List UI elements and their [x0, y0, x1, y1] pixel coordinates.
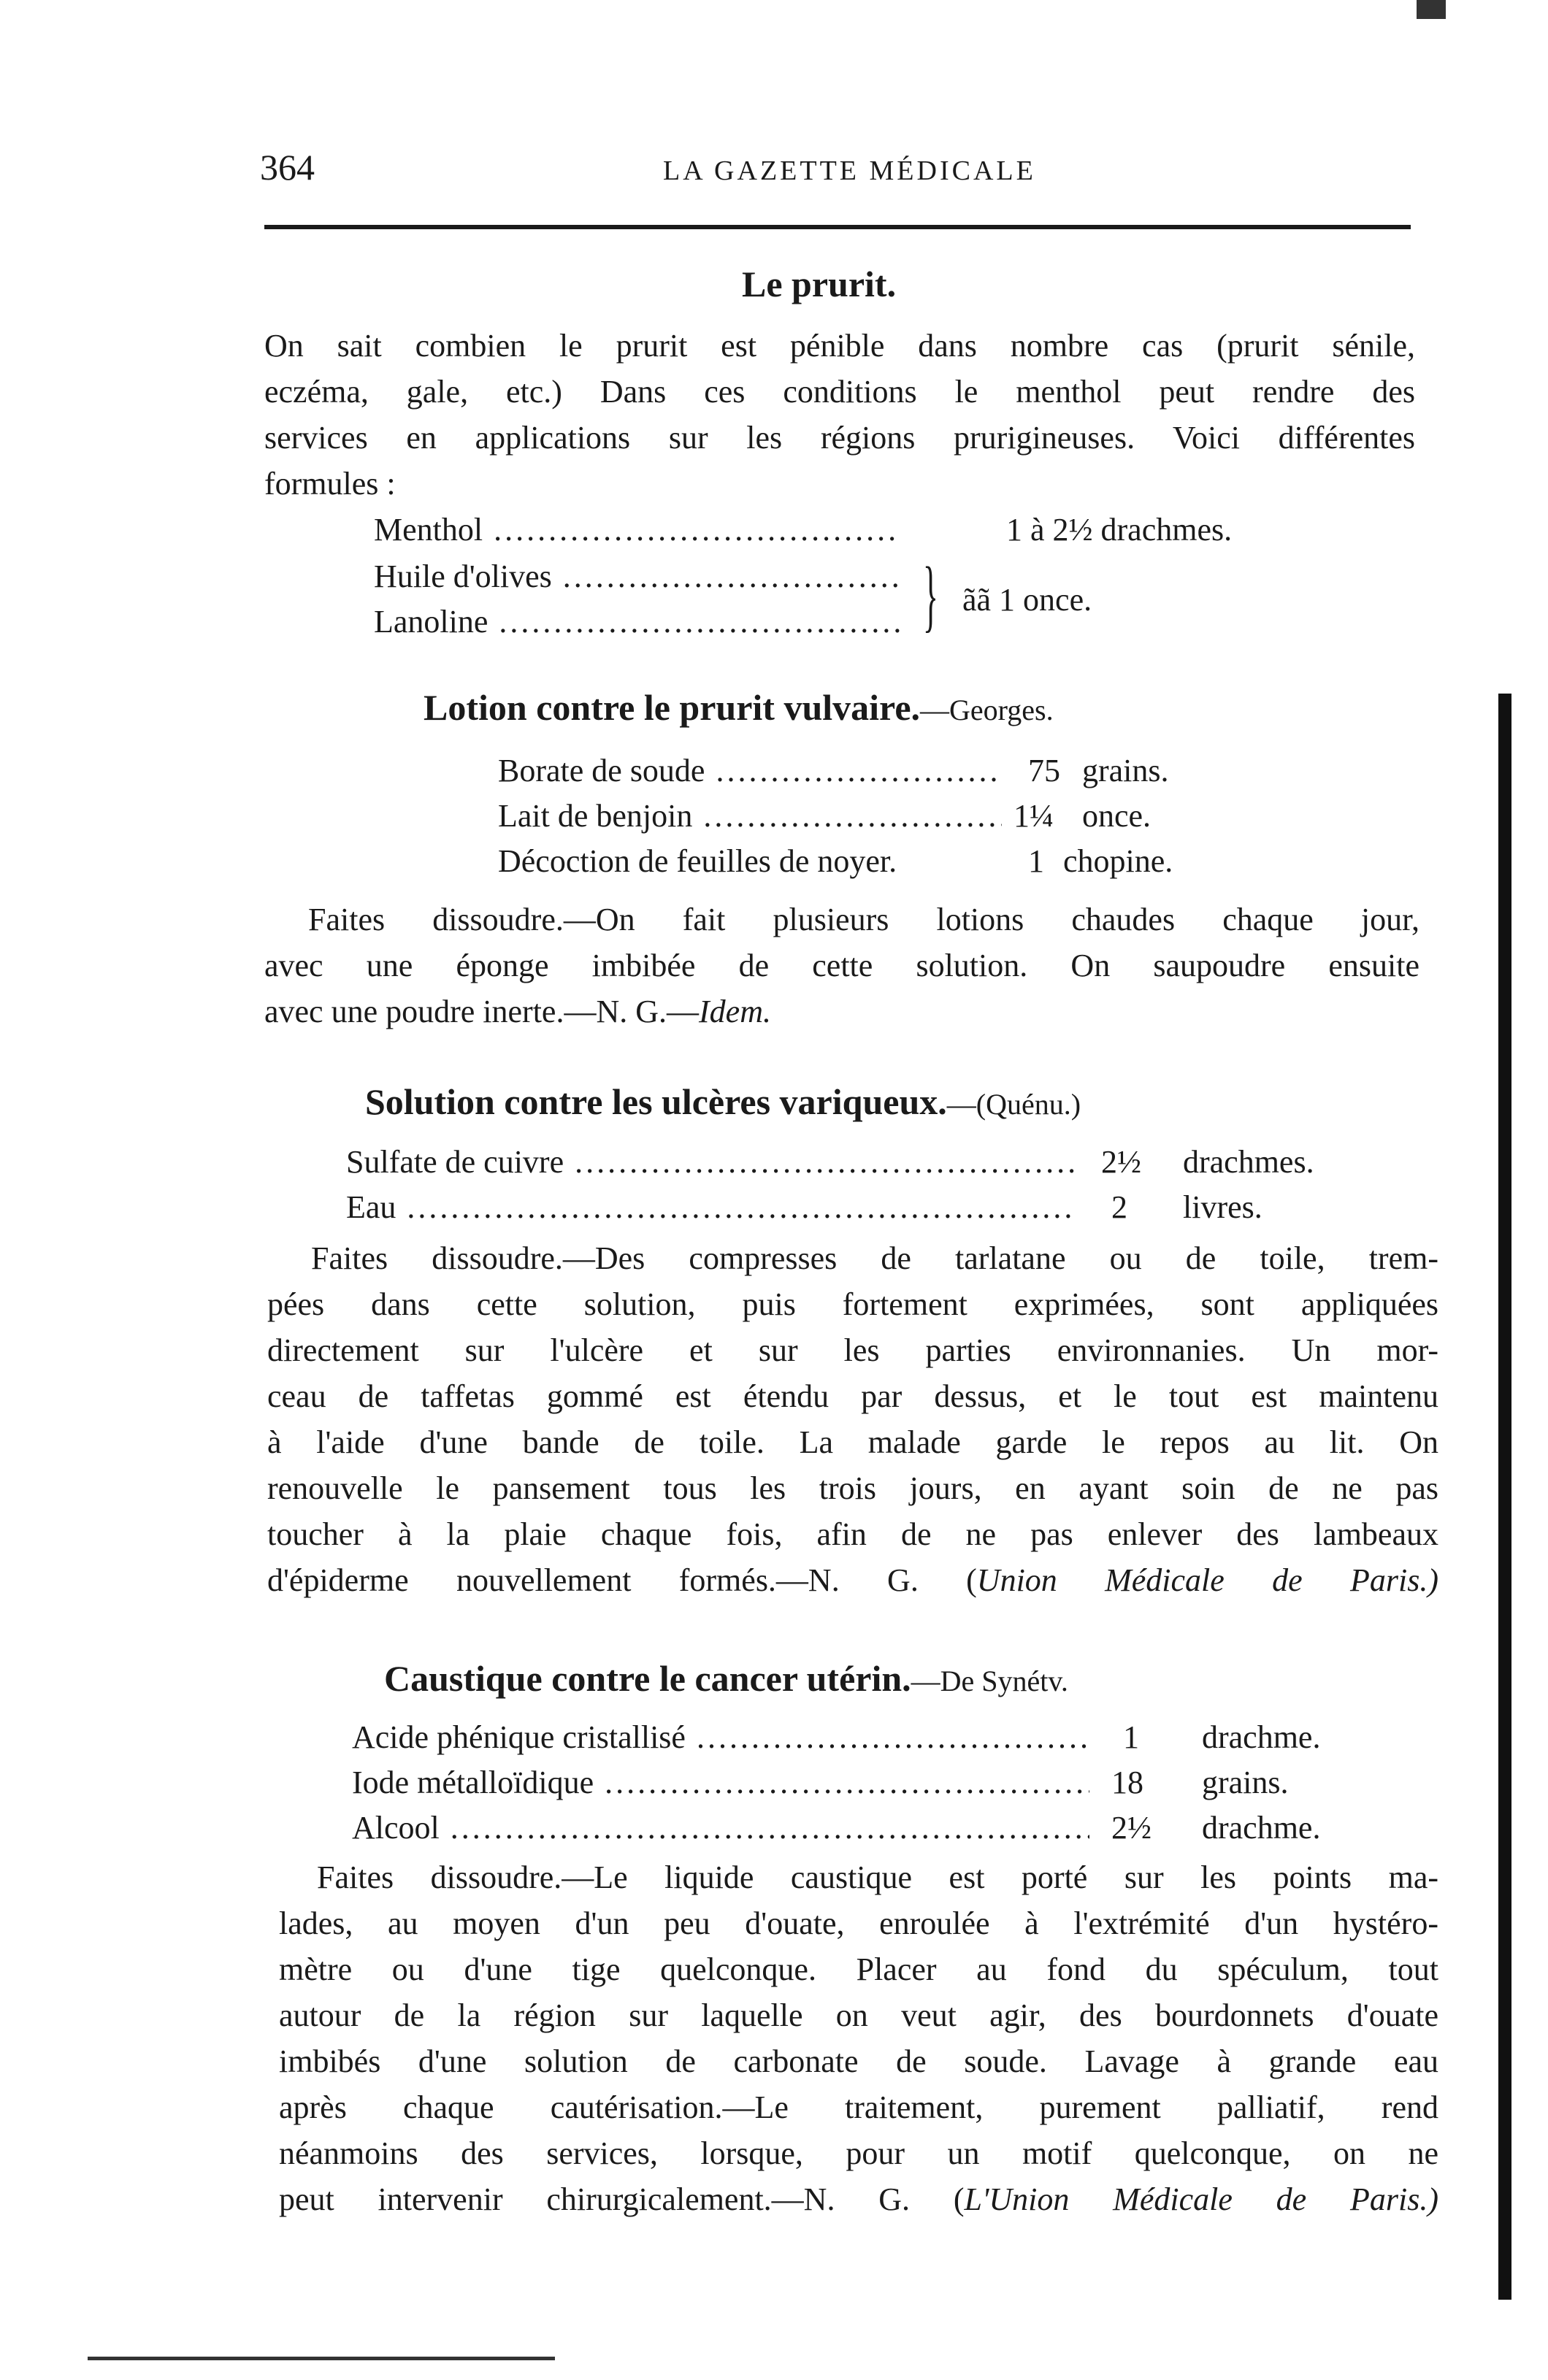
- heading-attribution: —De Synétv.: [911, 1665, 1068, 1697]
- section-heading-caustique: [384, 1657, 1068, 1700]
- rx-unit: drachme.: [1202, 1810, 1321, 1846]
- rx-ingredient: Acide phénique cristallisé .....: [352, 1719, 1089, 1756]
- text-line: Faites dissoudre.—Le liquide caustique est porté sur les points ma-: [317, 1859, 1438, 1895]
- text-line: Faites dissoudre.—On fait plusieurs lotions chaudes chaque jour,: [308, 902, 1419, 937]
- rx-dose: 1 à 2½ drachmes.: [1006, 512, 1233, 548]
- section-heading-prurit: Le prurit.: [742, 264, 897, 304]
- binding-edge-bar: [1498, 694, 1511, 2300]
- rx-line: [352, 1764, 1089, 1801]
- text-line: [267, 1557, 1438, 1603]
- text-line: Faites dissoudre.—Des compresses de tarlatane ou de toile, trem-: [311, 1240, 1438, 1276]
- paragraph-lotion: [264, 897, 1419, 1034]
- rx-ingredient: Menthol .....: [374, 511, 900, 548]
- text-line: après chaque cautérisation.—Le traitement, purement palliatif, rend: [279, 2089, 1438, 2125]
- rx-unit: drachme.: [1202, 1719, 1321, 1755]
- text-line: directement sur l'ulcère et sur les parties environnanies. Un mor-: [267, 1332, 1438, 1368]
- text-run: avec une poudre inerte.—N. G.—: [264, 994, 700, 1029]
- section-heading-ulceres: [365, 1080, 1081, 1123]
- rx-line-huile: [374, 558, 900, 595]
- paragraph-caustique: [279, 1854, 1438, 2222]
- text-line: eczéma, gale, etc.) Dans ces conditions le menthol peut rendre des: [264, 374, 1415, 410]
- rx-unit: livres.: [1183, 1189, 1262, 1225]
- rx-ingredient: Lait de benjoin .....: [498, 797, 1002, 834]
- header-rule: [264, 225, 1411, 229]
- text-line: On sait combien le prurit est pénible dans nombre cas (prurit sénile,: [264, 328, 1415, 364]
- rx-ingredient: Huile d'olives .....: [374, 558, 900, 595]
- rx-ingredient: Décoction de feuilles de noyer.: [498, 843, 897, 879]
- scan-corner-mark: [1417, 0, 1446, 19]
- rx-line: [498, 797, 1002, 834]
- paragraph-prurit: [264, 323, 1415, 507]
- scan-bottom-mark: [88, 2357, 555, 2360]
- rx-qty: 18: [1111, 1765, 1143, 1800]
- heading-title: Caustique contre le cancer utérin.: [384, 1658, 911, 1699]
- rx-ingredient: Iode métalloïdique .....: [352, 1764, 1089, 1801]
- rx-qty: 2: [1111, 1189, 1127, 1225]
- rx-line: [498, 752, 1002, 789]
- text-line: renouvelle le pansement tous les trois jours, en ayant soin de ne pas: [267, 1470, 1438, 1506]
- rx-line: [346, 1189, 1076, 1226]
- source-citation: Idem.: [699, 994, 771, 1029]
- text-line: avec une éponge imbibée de cette solution. On saupoudre ensuite: [264, 948, 1419, 983]
- running-head: LA GAZETTE MÉDICALE: [663, 156, 1036, 186]
- rx-unit: grains.: [1082, 753, 1169, 788]
- rx-line: [352, 1719, 1089, 1756]
- heading-title: Solution contre les ulcères variqueux.: [365, 1081, 947, 1122]
- heading-attribution: —(Quénu.): [946, 1088, 1081, 1121]
- rx-ingredient: Eau .....: [346, 1189, 1076, 1226]
- text-line: autour de la région sur laquelle on veut agir, des bourdonnets d'ouate: [279, 1997, 1438, 2033]
- text-line: mètre ou d'une tige quelconque. Placer au fond du spéculum, tout: [279, 1951, 1438, 1987]
- heading-attribution: —Georges.: [920, 694, 1054, 726]
- text-line: formules :: [264, 466, 396, 502]
- text-line: ceau de taffetas gommé est étendu par dessus, et le tout est maintenu: [267, 1378, 1438, 1414]
- rx-line-menthol: [374, 511, 900, 548]
- text-line: [279, 2176, 1438, 2222]
- rx-unit: chopine.: [1063, 843, 1173, 879]
- rx-qty: 2½: [1101, 1144, 1141, 1180]
- section-heading-lotion: [424, 686, 1054, 729]
- rx-ingredient: Borate de soude .....: [498, 752, 1002, 789]
- rx-line: [352, 1809, 1089, 1846]
- rx-qty: 1: [1028, 843, 1044, 879]
- rx-line-lanoline: [374, 603, 900, 640]
- paragraph-ulceres: [267, 1235, 1438, 1603]
- rx-line: [346, 1143, 1076, 1181]
- text-line: toucher à la plaie chaque fois, afin de ne pas enlever des lambeaux: [267, 1516, 1438, 1552]
- text-run: peut intervenir chirurgicalement.—N. G. (: [279, 2181, 965, 2217]
- source-citation: L'Union Médicale de Paris.): [964, 2181, 1438, 2217]
- text-line: à l'aide d'une bande de toile. La malade garde le repos au lit. On: [267, 1424, 1438, 1460]
- rx-qty: 1: [1123, 1719, 1139, 1755]
- brace-glyph: }: [922, 550, 938, 640]
- rx-qty: 75: [1028, 753, 1060, 788]
- text-line: lades, au moyen d'un peu d'ouate, enroulée à l'extrémité d'un hystéro-: [279, 1905, 1438, 1941]
- rx-ingredient: Sulfate de cuivre .....: [346, 1143, 1076, 1181]
- heading-title: Lotion contre le prurit vulvaire.: [424, 687, 921, 728]
- text-run: d'épiderme nouvellement formés.—N. G. (: [267, 1562, 977, 1598]
- text-line: pées dans cette solution, puis fortement exprimées, sont appliquées: [267, 1286, 1438, 1322]
- rx-unit: grains.: [1202, 1765, 1289, 1800]
- source-citation: Union Médicale de Paris.): [976, 1562, 1438, 1598]
- rx-shared-dose: ãã 1 once.: [962, 582, 1092, 618]
- text-line: néanmoins des services, lorsque, pour un motif quelconque, on ne: [279, 2135, 1438, 2171]
- text-line: [264, 989, 1419, 1034]
- rx-ingredient: Lanoline .....: [374, 603, 900, 640]
- text-line: services en applications sur les régions prurigineuses. Voici différentes: [264, 420, 1415, 456]
- rx-unit: drachmes.: [1183, 1144, 1314, 1180]
- page-number: 364: [260, 147, 315, 188]
- rx-qty: 1¼: [1014, 798, 1054, 834]
- rx-unit: once.: [1082, 798, 1152, 834]
- rx-ingredient: Alcool .....: [352, 1809, 1089, 1846]
- rx-qty: 2½: [1111, 1810, 1152, 1846]
- text-line: imbibés d'une solution de carbonate de soude. Lavage à grande eau: [279, 2043, 1438, 2079]
